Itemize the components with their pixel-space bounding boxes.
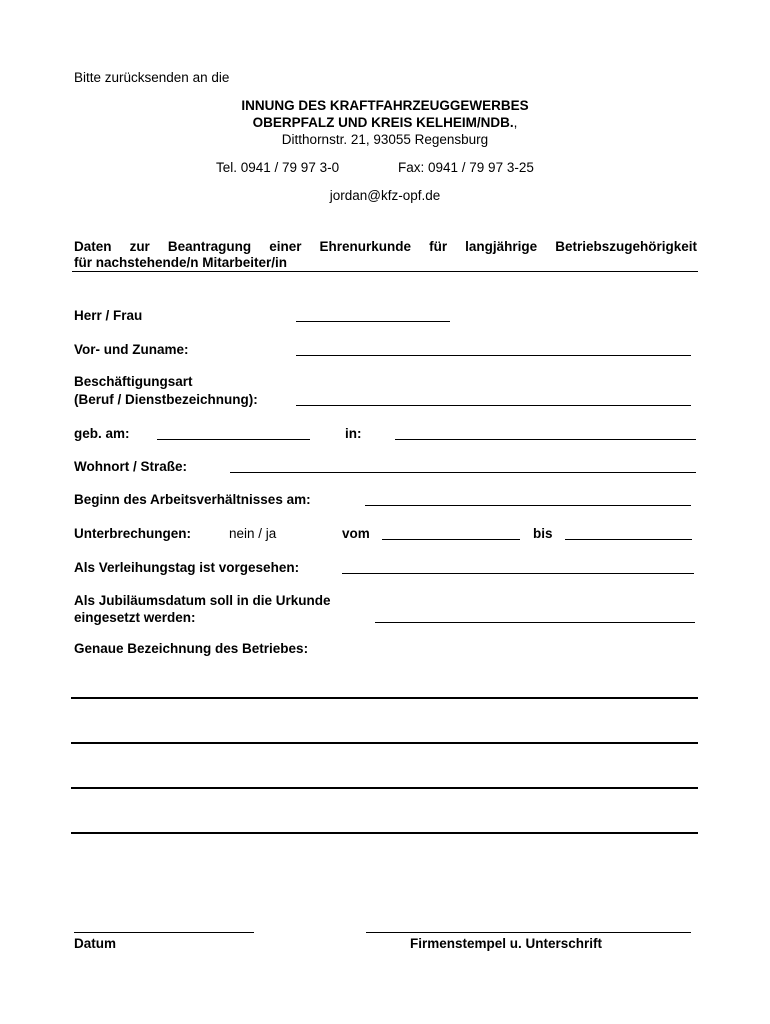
- anniversary-date-label-line2: eingesetzt werden:: [74, 610, 196, 625]
- full-name-label: Vor- und Zuname:: [74, 342, 189, 357]
- stamp-signature-field[interactable]: [366, 932, 691, 933]
- organization-name-line2-suffix: ,: [513, 115, 518, 130]
- date-signature-field[interactable]: [74, 932, 254, 933]
- company-name-field-line3[interactable]: [71, 787, 698, 789]
- email-address[interactable]: jordan@kfz-opf.de: [329, 188, 441, 203]
- employment-type-label-line1: Beschäftigungsart: [74, 374, 193, 389]
- salutation-field[interactable]: [296, 321, 450, 322]
- award-day-field[interactable]: [342, 573, 694, 574]
- salutation-label: Herr / Frau: [74, 308, 143, 323]
- form-title-line1: Daten zur Beantragung einer Ehrenurkunde für langjährige Betriebszugehörigkeit: [74, 239, 697, 254]
- stamp-signature-label: Firmenstempel u. Unterschrift: [410, 936, 603, 951]
- employment-type-label-line2: (Beruf / Dienstbezeichnung):: [74, 392, 258, 407]
- birth-date-label: geb. am:: [74, 426, 130, 441]
- organization-address: Ditthornstr. 21, 93055 Regensburg: [281, 132, 489, 147]
- company-name-field-line2[interactable]: [71, 742, 698, 744]
- organization-name-line2-text: OBERPFALZ UND KREIS KELHEIM/NDB.: [252, 115, 514, 130]
- title-underline: [72, 271, 698, 272]
- interruption-to-label: bis: [533, 526, 553, 541]
- company-name-field-line1[interactable]: [71, 697, 698, 699]
- interruptions-label: Unterbrechungen:: [74, 526, 192, 541]
- employment-start-label: Beginn des Arbeitsverhältnisses am:: [74, 492, 311, 507]
- birth-place-field[interactable]: [395, 439, 696, 440]
- residence-label: Wohnort / Straße:: [74, 459, 187, 474]
- employment-start-field[interactable]: [365, 505, 691, 506]
- fax-number: Fax: 0941 / 79 97 3-25: [398, 160, 534, 175]
- anniversary-date-field[interactable]: [375, 622, 695, 623]
- interruption-from-field[interactable]: [382, 539, 520, 540]
- date-label: Datum: [74, 936, 117, 951]
- interruptions-options[interactable]: nein / ja: [229, 526, 277, 541]
- form-title-line2: für nachstehende/n Mitarbeiter/in: [74, 255, 288, 270]
- company-name-field-line4[interactable]: [71, 832, 698, 834]
- return-address-note: Bitte zurücksenden an die: [74, 70, 230, 85]
- interruption-from-label: vom: [342, 526, 370, 541]
- interruption-to-field[interactable]: [565, 539, 692, 540]
- residence-field[interactable]: [230, 472, 696, 473]
- telephone-number: Tel. 0941 / 79 97 3-0: [216, 160, 340, 175]
- company-name-label: Genaue Bezeichnung des Betriebes:: [74, 641, 309, 656]
- anniversary-date-label-line1: Als Jubiläumsdatum soll in die Urkunde: [74, 593, 331, 608]
- organization-name-line1: INNUNG DES KRAFTFAHRZEUGGEWERBES: [241, 98, 529, 113]
- award-day-label: Als Verleihungstag ist vorgesehen:: [74, 560, 300, 575]
- birth-place-label: in:: [345, 426, 362, 441]
- employment-type-field[interactable]: [296, 405, 691, 406]
- organization-name-line2: [0, 114, 770, 131]
- full-name-field[interactable]: [296, 355, 691, 356]
- birth-date-field[interactable]: [157, 439, 310, 440]
